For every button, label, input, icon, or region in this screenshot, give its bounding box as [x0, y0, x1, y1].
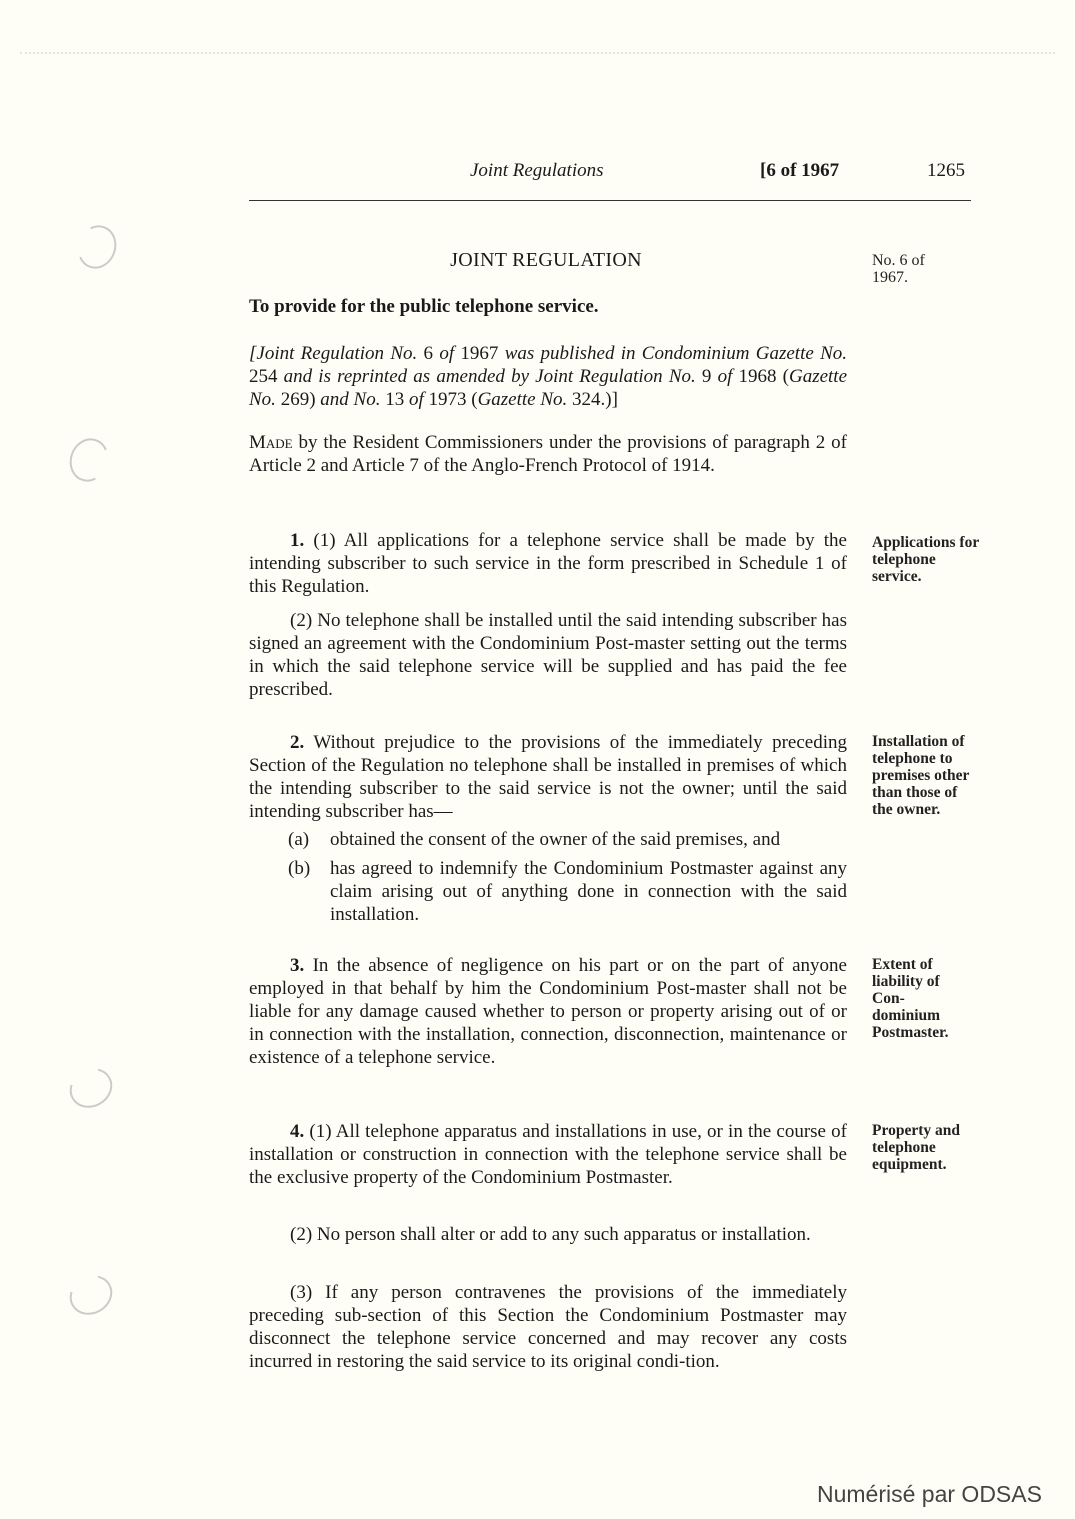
- punch-hole: [64, 433, 115, 487]
- page-number: 1265: [927, 160, 965, 181]
- punch-hole: [62, 1268, 119, 1323]
- item-text: has agreed to indemnify the Condominium Postmaster against any claim arising out of anything done in connection with the said installation.: [330, 858, 847, 925]
- section-4-subsection-2: (2) No person shall alter or add to any such apparatus or installation.: [290, 1224, 811, 1245]
- item-text: obtained the consent of the owner of the said premises, and: [330, 829, 781, 850]
- section-4-subsection-1: 4. (1) All telephone apparatus and installations in use, or in the course of installation or construction in connection with the telephone service shall be the exclusive property of the Condominium Postmaster.: [249, 1121, 847, 1188]
- punch-hole: [72, 220, 123, 274]
- running-header-title: Joint Regulations: [470, 160, 604, 181]
- margin-note-section-1: Applications for telephone service.: [872, 534, 979, 585]
- section-1-subsection-1: 1. (1) All applications for a telephone service shall be made by the intending subscriber to such service in the form prescribed in Schedule 1 of this Regulation.: [249, 530, 847, 597]
- long-title: To provide for the public telephone service.: [249, 296, 599, 317]
- enacting-formula: Made by the Resident Commissioners under the provisions of paragraph 2 of Article 2 and Article 7 of the Anglo-French Protocol of 1914.: [249, 432, 847, 476]
- section-number: 4.: [290, 1121, 305, 1142]
- section-number: 2.: [290, 732, 305, 753]
- regulation-title: JOINT REGULATION: [450, 249, 642, 271]
- section-number: 3.: [290, 955, 305, 976]
- section-4-subsection-3: (3) If any person contravenes the provisions of the immediately preceding sub-section of this Section the Condominium Postmaster may disconnect the telephone service concerned and may recover any costs incurred in restoring the said service to its original condi-tion.: [249, 1282, 847, 1372]
- publication-note: [Joint Regulation No. 6 of 1967 was published in Condominium Gazette No. 254 and is reprinted as amended by Joint Regulation No. 9 of 1968 (Gazette No. 269) and No. 13 of 1973 (Gazette No. 324.)]: [249, 343, 848, 410]
- section-2-item-b: [288, 857, 847, 926]
- header-rule: [249, 200, 971, 201]
- scan-edge-marks: [20, 52, 1055, 54]
- section-number: 1.: [290, 530, 305, 551]
- punch-hole: [62, 1061, 119, 1116]
- item-label: (b): [288, 858, 311, 879]
- section-3-paragraph: 3. In the absence of negligence on his part or on the part of anyone employed in that behalf by him the Condominium Post-master shall not be liable for any damage caused whether to person or property arising out of or in connection with the installation, connection, disconnection, maintenance or existence of a telephone service.: [249, 955, 847, 1068]
- item-label: (a): [288, 829, 310, 850]
- section-1-subsection-2: (2) No telephone shall be installed until the said intending subscriber has signed an agreement with the Condominium Post-master setting out the terms in which the said telephone service will be supplied and has paid the fee prescribed.: [249, 610, 847, 700]
- margin-note-section-2: Installation of telephone to premises other than those of the owner.: [872, 733, 970, 818]
- running-header-act-ref: [6 of 1967: [760, 160, 840, 181]
- section-2-item-a: [288, 828, 847, 851]
- digitization-watermark: Numérisé par ODSAS: [817, 1481, 1042, 1507]
- section-2-paragraph: 2. Without prejudice to the provisions of the immediately preceding Section of the Regulation no telephone shall be installed in premises of which the intending subscriber to the said service is not the owner; until the said intending subscriber has—: [249, 732, 847, 822]
- margin-note-section-4: Property and telephone equipment.: [872, 1122, 960, 1173]
- margin-note-number: No. 6 of 1967.: [872, 252, 925, 286]
- margin-note-section-3: Extent of liability of Con-dominium Postmaster.: [872, 956, 949, 1041]
